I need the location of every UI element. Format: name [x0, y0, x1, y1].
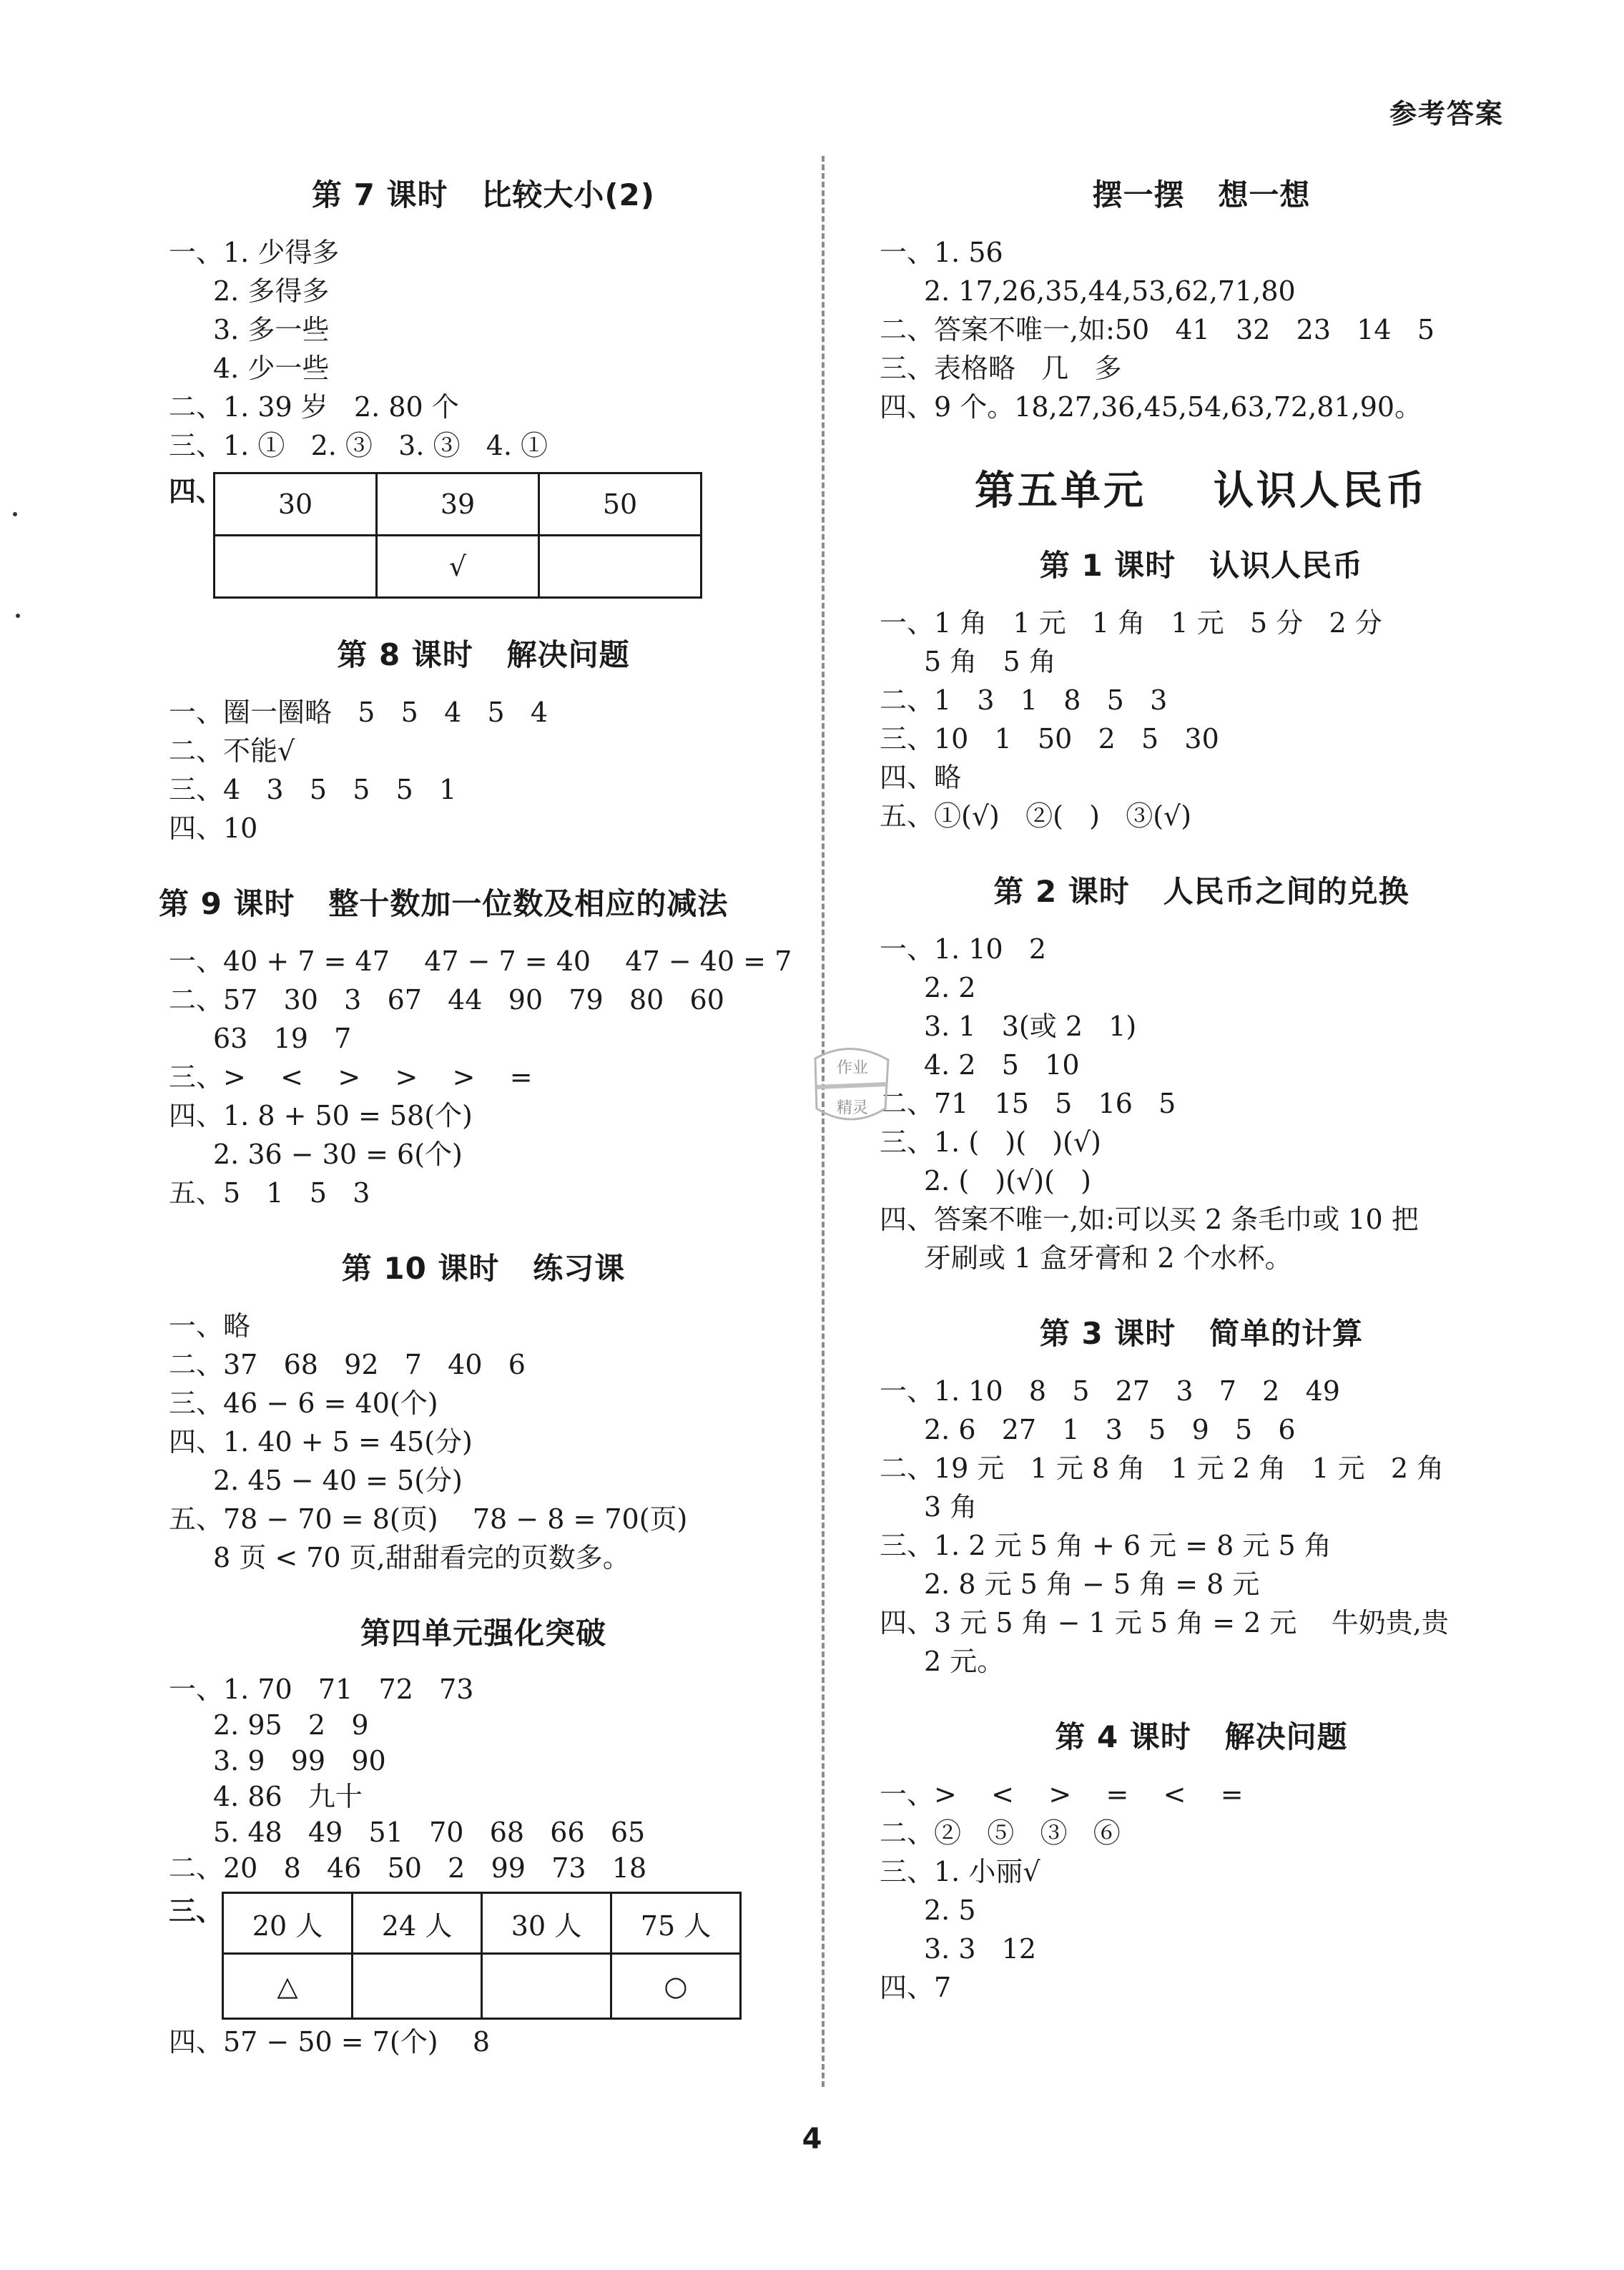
- answer-line: 3. 9 99 90: [213, 1745, 386, 1777]
- section-r-lesson-3: [880, 1310, 1523, 1681]
- table-cell: 30 人: [482, 1893, 611, 1954]
- answer-line: 四、10: [169, 812, 258, 844]
- section-title: 第 2 课时 人民币之间的兑换: [993, 874, 1409, 909]
- section-lesson-8: [169, 632, 798, 847]
- answer-table: [222, 1892, 742, 2020]
- answer-line: 四、答案不唯一,如:可以买 2 条毛巾或 10 把: [880, 1204, 1419, 1235]
- answer-lead: 四、: [169, 475, 224, 507]
- answer-line: 2. 17,26,35,44,53,62,71,80: [924, 275, 1296, 307]
- section-title: 第 4 课时 解决问题: [1055, 1719, 1348, 1754]
- answer-line: 三、4 3 5 5 5 1: [169, 774, 457, 805]
- answer-line: 4. 86 九十: [213, 1781, 363, 1812]
- answer-line: 一、圈一圈略 5 5 4 5 4: [169, 697, 548, 728]
- section-title: 第 8 课时 解决问题: [337, 637, 630, 672]
- section-title: 摆一摆 想一想: [1092, 177, 1311, 212]
- answer-line: 2. 8 元 5 角 − 5 角 = 8 元: [924, 1568, 1260, 1600]
- section-r-lesson-4: [880, 1714, 1523, 2007]
- section-unit-4-review: [169, 1610, 798, 2061]
- answer-line: 四、57 − 50 = 7(个) 8: [169, 2026, 491, 2058]
- section-r-lesson-2: [880, 868, 1523, 1277]
- table-cell: 75 人: [611, 1893, 741, 1954]
- margin-dot: [13, 512, 17, 516]
- answer-line: 四、9 个。18,27,36,45,54,63,72,81,90。: [880, 391, 1422, 423]
- answer-line: 五、①(√) ②( ) ③(√): [880, 800, 1192, 832]
- answer-line: 一、略: [169, 1310, 251, 1342]
- answer-line: 2. ( )(√)( ): [924, 1165, 1091, 1197]
- answer-line: 五、5 1 5 3: [169, 1177, 370, 1209]
- answer-line: 3. 1 3(或 2 1): [924, 1011, 1137, 1042]
- answer-line: 4. 2 5 10: [924, 1049, 1080, 1081]
- answer-line: 2. 95 2 9: [213, 1709, 369, 1741]
- section-lesson-7: [169, 172, 798, 599]
- answer-line: 三、1. 小丽√: [880, 1856, 1040, 1887]
- answer-line: 2. 36 − 30 = 6(个): [213, 1139, 463, 1170]
- answer-line: 二、1 3 1 8 5 3: [880, 684, 1168, 716]
- answer-line: 三、1. ① 2. ③ 3. ③ 4. ①: [169, 430, 548, 461]
- section-lesson-10: [169, 1245, 798, 1577]
- answer-line: 二、不能√: [169, 735, 295, 767]
- table-cell: 50: [539, 473, 702, 536]
- answer-line: 8 页 < 70 页,甜甜看完的页数多。: [213, 1542, 630, 1573]
- table-cell: [482, 1954, 611, 2019]
- answer-line: 二、37 68 92 7 40 6: [169, 1349, 526, 1380]
- section-title: 第 9 课时 整十数加一位数及相应的减法: [159, 886, 729, 921]
- answer-line: 三、1. ( )( )(√): [880, 1126, 1101, 1158]
- answer-line: 5 角 5 角: [924, 646, 1056, 677]
- answer-line: 四、7: [880, 1972, 952, 2003]
- answer-line: 二、71 15 5 16 5: [880, 1088, 1176, 1119]
- answer-line: 二、20 8 46 50 2 99 73 18: [169, 1852, 647, 1884]
- section-title: 第四单元强化突破: [360, 1616, 606, 1651]
- answer-line: 一、40 + 7 = 47 47 − 7 = 40 47 − 40 = 7: [169, 945, 792, 977]
- section-arrange-think: [880, 172, 1523, 426]
- answer-line: 二、1. 39 岁 2. 80 个: [169, 391, 459, 423]
- answer-line: 牙刷或 1 盒牙膏和 2 个水杯。: [924, 1242, 1292, 1274]
- answer-line: 二、答案不唯一,如:50 41 32 23 14 5: [880, 314, 1435, 345]
- section-lesson-9: [159, 880, 798, 1212]
- answer-line: 3. 3 12: [924, 1933, 1037, 1965]
- answer-line: 2. 45 − 40 = 5(分): [213, 1465, 463, 1496]
- page-number: 4: [802, 2123, 822, 2156]
- left-column: [159, 172, 798, 2094]
- answer-line: 一、1. 10 8 5 27 3 7 2 49: [880, 1375, 1340, 1407]
- table-cell: [353, 1954, 482, 2019]
- table-cell: 20 人: [223, 1893, 353, 1954]
- answer-table-row: [169, 472, 798, 599]
- answer-line: 3 角: [924, 1491, 978, 1523]
- answer-table-row: [169, 1892, 798, 2020]
- answer-line: 一、1. 56: [880, 237, 1003, 268]
- answer-line: 三、表格略 几 多: [880, 353, 1122, 384]
- answer-line: 四、3 元 5 角 − 1 元 5 角 = 2 元 牛奶贵,贵: [880, 1607, 1449, 1638]
- table-cell: 24 人: [353, 1893, 482, 1954]
- margin-dot: [16, 614, 20, 618]
- answer-line: 二、② ⑤ ③ ⑥: [880, 1817, 1121, 1849]
- right-column: [880, 172, 1523, 2040]
- stamp-text: 作业: [836, 1059, 869, 1077]
- section-title: 第 10 课时 练习课: [341, 1251, 626, 1286]
- answer-line: 一、> < > = < =: [880, 1779, 1244, 1810]
- answer-line: 2. 6 27 1 3 5 9 5 6: [924, 1414, 1296, 1445]
- table-cell: ○: [611, 1954, 741, 2019]
- answer-line: 2 元。: [924, 1646, 1005, 1677]
- answer-line: 一、1 角 1 元 1 角 1 元 5 分 2 分: [880, 607, 1382, 639]
- answer-line: 2. 5: [924, 1895, 976, 1926]
- answer-line: 二、57 30 3 67 44 90 79 80 60: [169, 984, 724, 1016]
- section-title: 第 3 课时 简单的计算: [1039, 1316, 1364, 1351]
- answer-line: 四、1. 8 + 50 = 58(个): [169, 1100, 473, 1131]
- answer-line: 63 19 7: [213, 1023, 352, 1054]
- answer-line: 4. 少一些: [213, 353, 330, 384]
- answer-line: 5. 48 49 51 70 68 66 65: [213, 1817, 646, 1848]
- table-cell: △: [223, 1954, 353, 2019]
- unit-title: 第五单元 认识人民币: [975, 468, 1428, 514]
- table-cell: [539, 536, 702, 598]
- answer-line: 三、1. 2 元 5 角 + 6 元 = 8 元 5 角: [880, 1530, 1332, 1561]
- section-title: 第 7 课时 比较大小(2): [312, 177, 655, 212]
- answer-line: 3. 多一些: [213, 314, 330, 345]
- answer-line: 2. 2: [924, 972, 976, 1003]
- answer-line: 三、> < > > > =: [169, 1061, 533, 1093]
- table-cell: √: [377, 536, 539, 598]
- watermark-stamp-icon: [801, 1043, 901, 1127]
- answer-table: [213, 472, 702, 599]
- answer-line: 四、略: [880, 762, 962, 793]
- stamp-text: 精灵: [836, 1099, 869, 1117]
- table-cell: 30: [215, 473, 377, 536]
- answer-line: 一、1. 少得多: [169, 237, 340, 268]
- answer-line: 三、10 1 50 2 5 30: [880, 723, 1219, 755]
- section-title: 第 1 课时 认识人民币: [1039, 548, 1364, 583]
- table-cell: [215, 536, 377, 598]
- answer-line: 一、1. 10 2: [880, 933, 1047, 965]
- answer-line: 五、78 − 70 = 8(页) 78 − 8 = 70(页): [169, 1503, 688, 1535]
- table-cell: 39: [377, 473, 539, 536]
- header-label: 参考答案: [1389, 98, 1504, 129]
- answer-line: 二、19 元 1 元 8 角 1 元 2 角 1 元 2 角: [880, 1453, 1445, 1484]
- answer-line: 三、46 − 6 = 40(个): [169, 1387, 438, 1419]
- answer-line: 一、1. 70 71 72 73: [169, 1674, 474, 1705]
- answer-line: 2. 多得多: [213, 275, 330, 307]
- answer-lead: 三、: [169, 1895, 224, 1927]
- section-r-lesson-1: [880, 542, 1523, 835]
- answer-line: 四、1. 40 + 5 = 45(分): [169, 1426, 473, 1458]
